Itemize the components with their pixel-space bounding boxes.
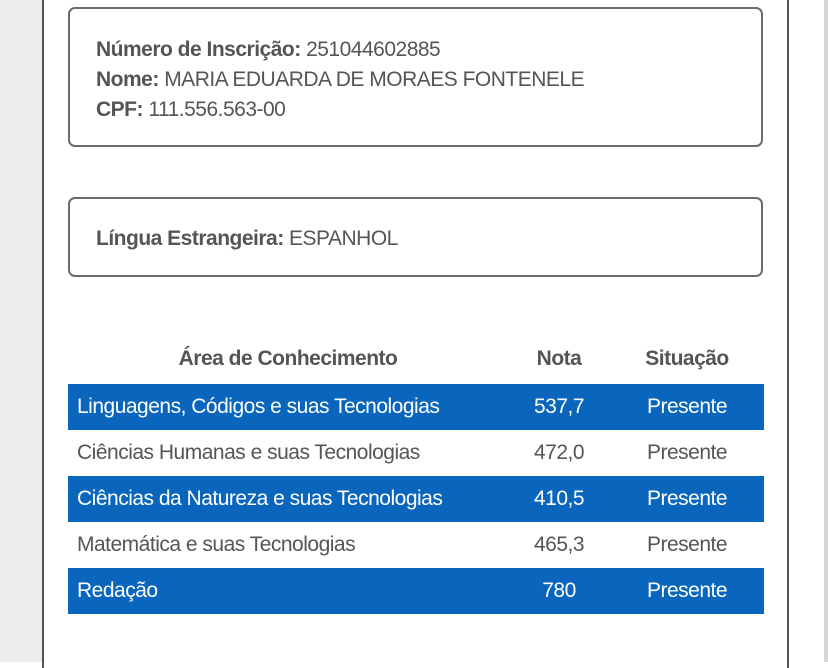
header-area: Área de Conhecimento <box>178 347 398 370</box>
situacao-cell: Presente <box>610 476 764 522</box>
cpf-value: 111.556.563-00 <box>148 98 286 121</box>
header-nota: Nota <box>536 347 582 370</box>
situacao-cell: Presente <box>610 384 764 430</box>
language-label: Língua Estrangeira: <box>96 227 284 250</box>
table-row <box>68 476 764 522</box>
results-table <box>68 334 764 614</box>
nota-cell: 780 <box>508 568 610 614</box>
situacao-cell: Presente <box>646 533 728 556</box>
area-cell: Linguagens, Códigos e suas Tecnologias <box>68 384 508 430</box>
area-cell: Ciências Humanas e suas Tecnologias <box>77 441 420 464</box>
nota-cell: 410,5 <box>508 476 610 522</box>
nota-cell: 465,3 <box>533 533 585 556</box>
area-cell: Ciências da Natureza e suas Tecnologias <box>68 476 508 522</box>
nota-cell: 537,7 <box>508 384 610 430</box>
situacao-cell: Presente <box>646 441 728 464</box>
nome-label: Nome: <box>96 68 159 91</box>
nota-cell: 472,0 <box>533 441 585 464</box>
inscricao-label: Número de Inscrição: <box>96 38 301 61</box>
language-value: ESPANHOL <box>289 227 398 250</box>
header-situacao: Situação <box>645 347 729 370</box>
nome-value: MARIA EDUARDA DE MORAES FONTENELE <box>164 68 585 91</box>
table-row <box>68 568 764 614</box>
area-cell: Redação <box>68 568 508 614</box>
cpf-label: CPF: <box>96 98 143 121</box>
page-gutter-left <box>0 0 42 662</box>
table-row <box>68 522 764 568</box>
inscricao-line <box>96 37 761 67</box>
language-line <box>96 226 761 256</box>
situacao-cell: Presente <box>610 568 764 614</box>
area-cell: Matemática e suas Tecnologias <box>77 533 356 556</box>
language-card <box>68 197 763 277</box>
table-header <box>68 334 764 384</box>
nome-line <box>96 67 761 97</box>
candidate-info-card <box>68 7 763 147</box>
table-row <box>68 384 764 430</box>
page-gutter-right <box>789 0 828 662</box>
table-row <box>68 430 764 476</box>
inscricao-value: 251044602885 <box>306 38 441 61</box>
cpf-line <box>96 97 761 127</box>
